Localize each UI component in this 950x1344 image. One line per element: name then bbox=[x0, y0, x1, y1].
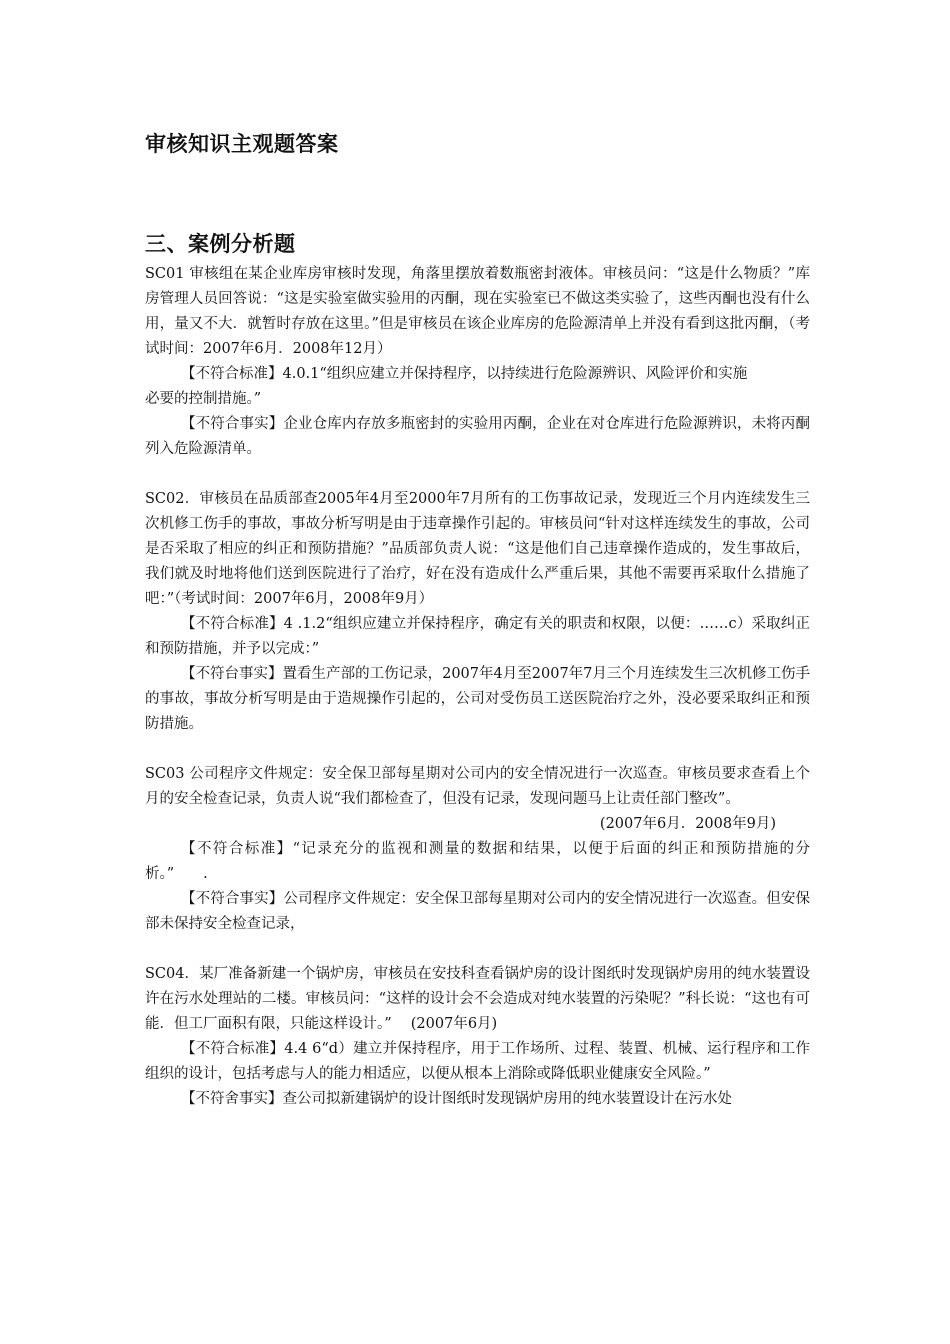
nonconformity-standard: 【不符合标准】4.0.1“组织应建立并保持程序，以持续进行危险源辨识、风险评价和实施 bbox=[181, 366, 748, 382]
case-statement: SC02．审核员在品质部查2005年4月至2000年7月所有的工伤事故记录，发现近三个月内连续发生三次机修工伤手的事故，事故分析写明是由于违章操作引起的。审核员问“针对这样连续发生的事故，公司是否采取了相应的纠正和预防措施？”品质部负责人说：“这是他们自己违章操作造成的，发生事故后，我们就及时地将他们送到医院进行了治疗，好在没有造成什么严重后果，其他不需要再采取什么措施了吧：”（考试时间：2007年6月，2008年9月） bbox=[145, 491, 810, 607]
nonconformity-standard-continued: 必要的控制措施。” bbox=[145, 391, 262, 407]
case-statement: SC01 审核组在某企业库房审核时发现，角落里摆放着数瓶密封液体。审核员问：“这是什么物质？”库房管理人员回答说：“这是实验室做实验用的丙酮，现在实验室已不做这类实验了，这些丙酮也没有什么用，量又不大．就暂时存放在这里。”但是审核员在该企业库房的危险源清单上并没有看到这批丙酮，（考试时间：2007年6月．2008年12月） bbox=[145, 266, 810, 357]
case-sc04 bbox=[145, 962, 810, 1112]
document-body bbox=[145, 262, 810, 1137]
case-statement: SC03 公司程序文件规定：安全保卫部每星期对公司内的安全情况进行一次巡查。审核员要求查看上个月的安全检查记录，负责人说“我们都检查了，但没有记录，发现问题马上让责任部门整改”。 bbox=[145, 766, 810, 807]
case-sc02 bbox=[145, 487, 810, 737]
nonconformity-fact: 【不符合事实】企业仓库内存放多瓶密封的实验用丙酮，企业在对仓库进行危险源辨识，未将丙酮列入危险源清单。 bbox=[145, 416, 810, 457]
nonconformity-standard: 【不符合标准】“记录充分的监视和测量的数据和结果，以便于后面的纠正和预防措施的分析。” . bbox=[145, 841, 810, 882]
nonconformity-fact: 【不符台事实】置看生产部的工伤记录，2007年4月至2007年7月三个月连续发生三次机修工伤手的事故，事故分析写明是由于造规操作引起的，公司对受伤员工送医院治疗之外，没必要采取纠正和预防措施。 bbox=[145, 666, 810, 732]
section-title: 三、案例分析题 bbox=[145, 232, 296, 256]
case-sc01 bbox=[145, 262, 810, 462]
document-title: 审核知识主观题答案 bbox=[145, 132, 339, 156]
case-statement: SC04．某厂准备新建一个锅炉房，审核员在安技科查看锅炉房的设计图纸时发现锅炉房用的纯水装置设许在污水处理站的二楼。审核员问：“这样的设计会不会造成对纯水装置的污染呢？”科长说：“这也有可能．但工厂面积有限，只能这样设计。” (2007年6月) bbox=[145, 966, 810, 1032]
exam-time: (2007年6月．2008年9月) bbox=[599, 816, 776, 832]
case-sc03 bbox=[145, 762, 810, 937]
nonconformity-fact: 【不符合事实】公司程序文件规定：安全保卫部每星期对公司内的安全情况进行一次巡查。但安保部未保持安全检查记录， bbox=[145, 891, 810, 932]
nonconformity-standard: 【不符合标准】4 .1.2“组织应建立并保持程序，确定有关的职责和权限，以便：……c）采取纠正和预防措施，并予以完成：” bbox=[145, 616, 810, 657]
nonconformity-fact: 【不符舍事实】查公司拟新建锅炉的设计图纸时发现锅炉房用的纯水装置设计在污水处 bbox=[181, 1091, 732, 1107]
nonconformity-standard: 【不符合标准】4.4 6“d）建立并保持程序，用于工作场所、过程、装置、机械、运行程序和工作组织的设计，包括考虑与人的能力相适应，以便从根本上消除或降低职业健康安全风险。” bbox=[145, 1041, 810, 1082]
